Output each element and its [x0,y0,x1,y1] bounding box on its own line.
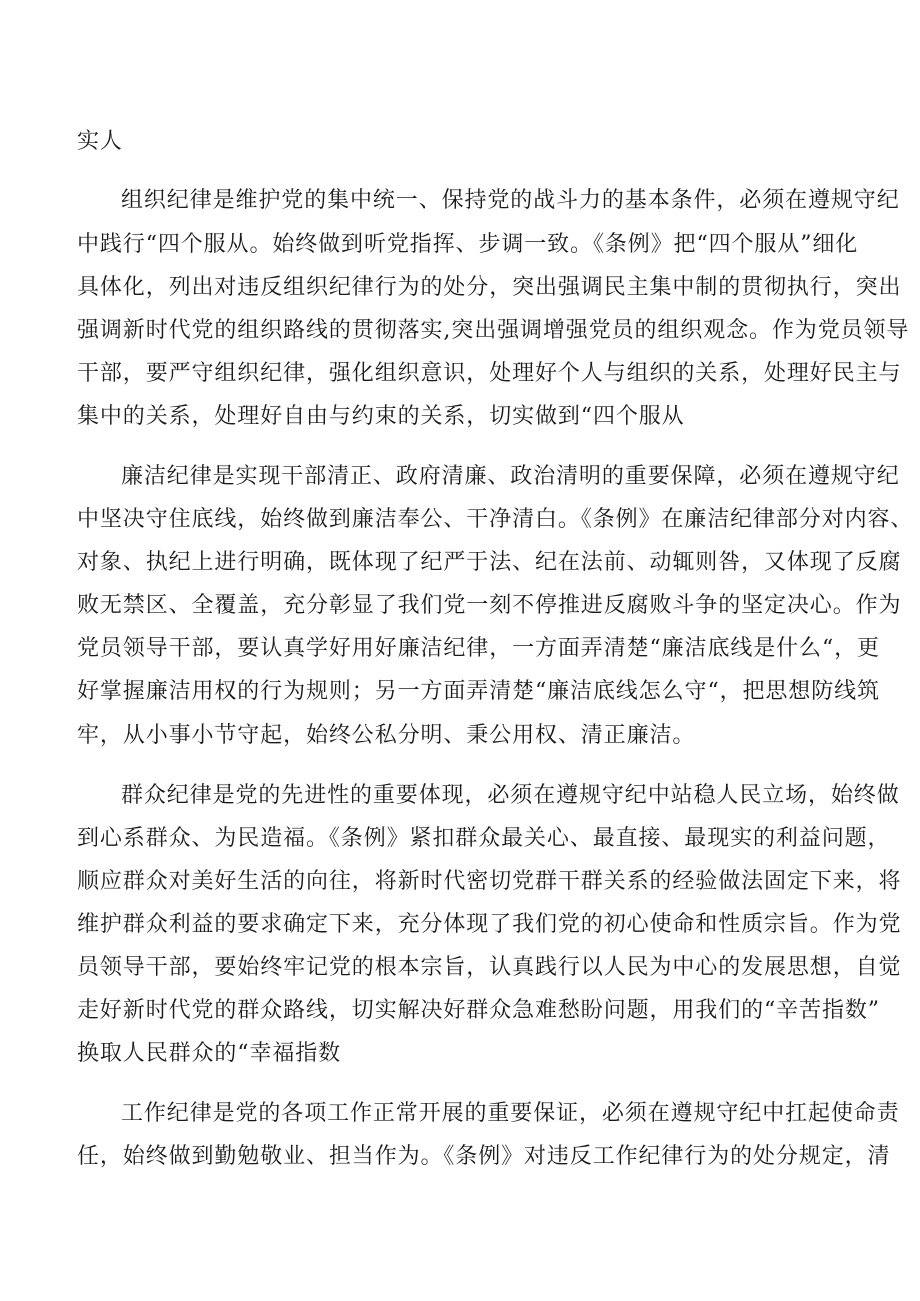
paragraph-organization-line-3: 具体化，列出对违反组织纪律行为的处分，突出强调民主集中制的贯彻执行，突出 [77,275,902,300]
paragraph-integrity-line-6: 好掌握廉洁用权的行为规则；另一方面弄清楚“廉洁底线怎么守“，把思想防线筑 [77,679,880,704]
paragraph-integrity-line-2: 中坚决守住底线，始终做到廉洁奉公、干净清白。《条例》在廉洁纪律部分对内容、 [77,507,914,532]
paragraph-work-line-2: 任，始终做到勤勉敬业、担当作为。《条例》对违反工作纪律行为的处分规定，清 [77,1144,891,1169]
paragraph-masses-line-1: 群众纪律是党的先进性的重要体现，必须在遵规守纪中站稳人民立场，始终做 [121,783,900,808]
paragraph-integrity-line-5: 党员领导干部，要认真学好用好廉洁纪律，一方面弄清楚“廉洁底线是什么“，更 [77,636,880,661]
paragraph-masses-line-3: 顺应群众对美好生活的向往，将新时代密切党群干群关系的经验做法固定下来，将 [77,869,902,894]
paragraph-organization-line-5: 干部，要严守组织纪律，强化组织意识，处理好个人与组织的关系，处理好民主与 [77,361,902,386]
paragraph-organization-line-1: 组织纪律是维护党的集中统一、保持党的战斗力的基本条件，必须在遵规守纪 [121,188,900,213]
paragraph-integrity-line-1: 廉洁纪律是实现干部清正、政府清廉、政治清明的重要保障，必须在遵规守纪 [121,464,900,489]
paragraph-organization-line-4: 强调新时代党的组织路线的贯彻落实,突出强调增强党员的组织观念。作为党员领导 [77,318,910,343]
paragraph-masses-line-2: 到心系群众、为民造福。《条例》紧扣群众最关心、最直接、最现实的利益问题， [77,826,891,851]
paragraph-integrity-line-7: 牢，从小事小节守起，始终公私分明、秉公用权、清正廉洁。 [77,723,696,748]
paragraph-integrity-line-3: 对象、执纪上进行明确，既体现了纪严于法、纪在法前、动辄则咎，又体现了反腐 [77,550,902,575]
paragraph-masses-line-7: 换取人民群众的“幸福指数 [77,1041,342,1066]
paragraph-organization-line-6: 集中的关系，处理好自由与约束的关系，切实做到“四个服从 [77,404,685,429]
paragraph-masses-line-4: 维护群众利益的要求确定下来，充分体现了我们党的初心使命和性质宗旨。作为党 [77,912,902,937]
paragraph-integrity-line-4: 败无禁区、全覆盖，充分彰显了我们党一刻不停推进反腐败斗争的坚定决心。作为 [77,593,902,618]
paragraph-work-line-1: 工作纪律是党的各项工作正常开展的重要保证，必须在遵规守纪中扛起使命责 [121,1101,900,1126]
paragraph-masses-line-6: 走好新时代党的群众路线，切实解决好群众急难愁盼问题，用我们的“辛苦指数” [77,998,880,1023]
paragraph-masses-line-5: 员领导干部，要始终牢记党的根本宗旨，认真践行以人民为中心的发展思想，自觉 [77,955,902,980]
paragraph-continuation: 实人 [77,129,123,154]
paragraph-organization-line-2: 中践行“四个服从。始终做到听党指挥、步调一致。《条例》把“四个服从”细化 [77,232,859,257]
